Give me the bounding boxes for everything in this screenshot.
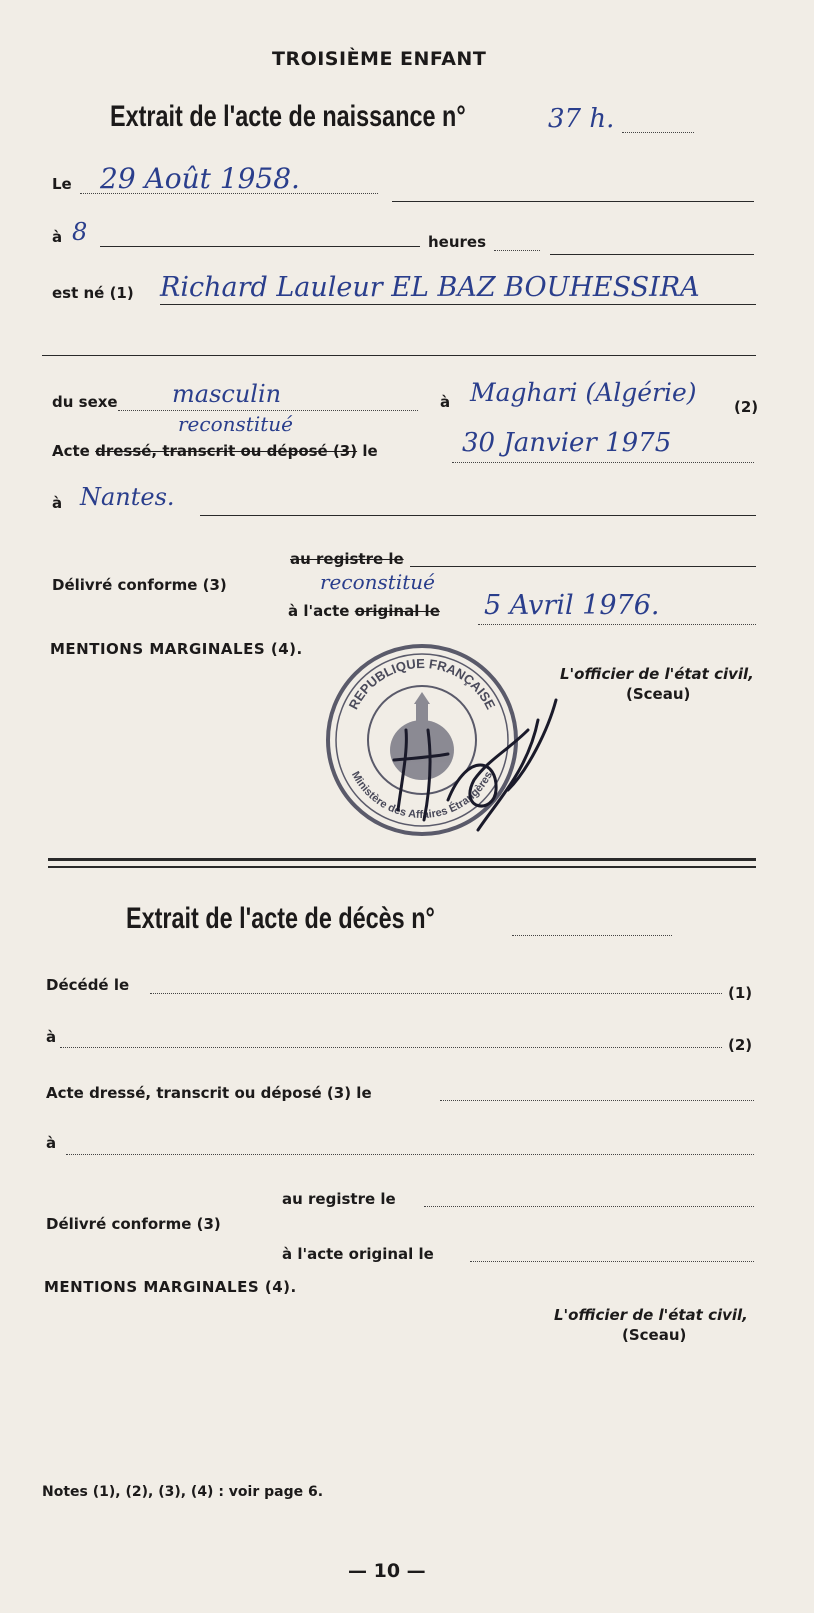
sexe-label: du sexe bbox=[52, 393, 118, 411]
lieu-label: à bbox=[440, 393, 451, 411]
seal-bottom-text: Ministère des Affaires Étrangères bbox=[348, 769, 495, 822]
reconstitue-note-2: reconstitué bbox=[320, 570, 435, 594]
footer-notes: Notes (1), (2), (3), (4) : voir page 6. bbox=[42, 1484, 324, 1500]
officier-label: L'officier de l'état civil, bbox=[560, 665, 754, 683]
le-label: Le bbox=[52, 175, 72, 193]
mentions-label: MENTIONS MARGINALES (4). bbox=[50, 640, 303, 658]
birth-number: 37 h. bbox=[548, 104, 615, 134]
officer-signature bbox=[378, 690, 568, 840]
delivre-date: 5 Avril 1976. bbox=[484, 590, 660, 621]
decede-label: Décédé le bbox=[46, 976, 130, 994]
child-heading: TROISIÈME ENFANT bbox=[272, 48, 487, 70]
death-a-label: à bbox=[46, 1028, 57, 1046]
death-sceau-label: (Sceau) bbox=[622, 1326, 687, 1344]
separator-bottom bbox=[48, 866, 756, 868]
ville-value: Nantes. bbox=[80, 483, 175, 511]
acte-label-row bbox=[52, 442, 378, 460]
birth-hour: 8 bbox=[72, 218, 88, 246]
est-ne-label: est né (1) bbox=[52, 284, 134, 302]
ville-label: à bbox=[52, 494, 63, 512]
death-delivre-label: Délivré conforme (3) bbox=[46, 1215, 221, 1233]
acte-label-le: le bbox=[362, 442, 378, 460]
seal-top-text: REPUBLIQUE FRANÇAISE bbox=[345, 655, 499, 712]
child-name: Richard Lauleur EL BAZ BOUHESSIRA bbox=[160, 272, 700, 303]
death-acte-label: Acte dressé, transcrit ou déposé (3) le bbox=[46, 1084, 372, 1102]
sexe-value: masculin bbox=[172, 380, 282, 408]
death-original-label: à l'acte original le bbox=[282, 1245, 434, 1263]
acte-date: 30 Janvier 1975 bbox=[462, 428, 672, 458]
death-officier-label: L'officier de l'état civil, bbox=[554, 1306, 748, 1324]
death-mentions-label: MENTIONS MARGINALES (4). bbox=[44, 1278, 297, 1296]
reconstitue-note: reconstitué bbox=[178, 412, 293, 436]
page-number: — 10 — bbox=[348, 1560, 426, 1582]
registre-label: au registre le bbox=[290, 550, 404, 568]
delivre-label: Délivré conforme (3) bbox=[52, 576, 227, 594]
acte-label-a: Acte bbox=[52, 442, 90, 460]
birth-title: Extrait de l'acte de naissance n° bbox=[110, 100, 466, 133]
death-registre-label: au registre le bbox=[282, 1190, 396, 1208]
separator-top bbox=[48, 858, 756, 861]
a-label: à bbox=[52, 228, 63, 246]
birth-date: 29 Août 1958. bbox=[100, 162, 300, 195]
death-a2-label: à bbox=[46, 1134, 57, 1152]
heures-label: heures bbox=[428, 233, 487, 251]
acte-label-struck: dressé, transcrit ou déposé (3) bbox=[95, 442, 358, 460]
death-title: Extrait de l'acte de décès n° bbox=[126, 902, 435, 935]
death-ref-1: (1) bbox=[728, 984, 753, 1002]
acte-original-row: à l'acte original le bbox=[288, 602, 440, 620]
ref-2: (2) bbox=[734, 398, 759, 416]
birth-place: Maghari (Algérie) bbox=[470, 378, 697, 407]
sceau-label: (Sceau) bbox=[626, 685, 691, 703]
death-ref-2: (2) bbox=[728, 1036, 753, 1054]
